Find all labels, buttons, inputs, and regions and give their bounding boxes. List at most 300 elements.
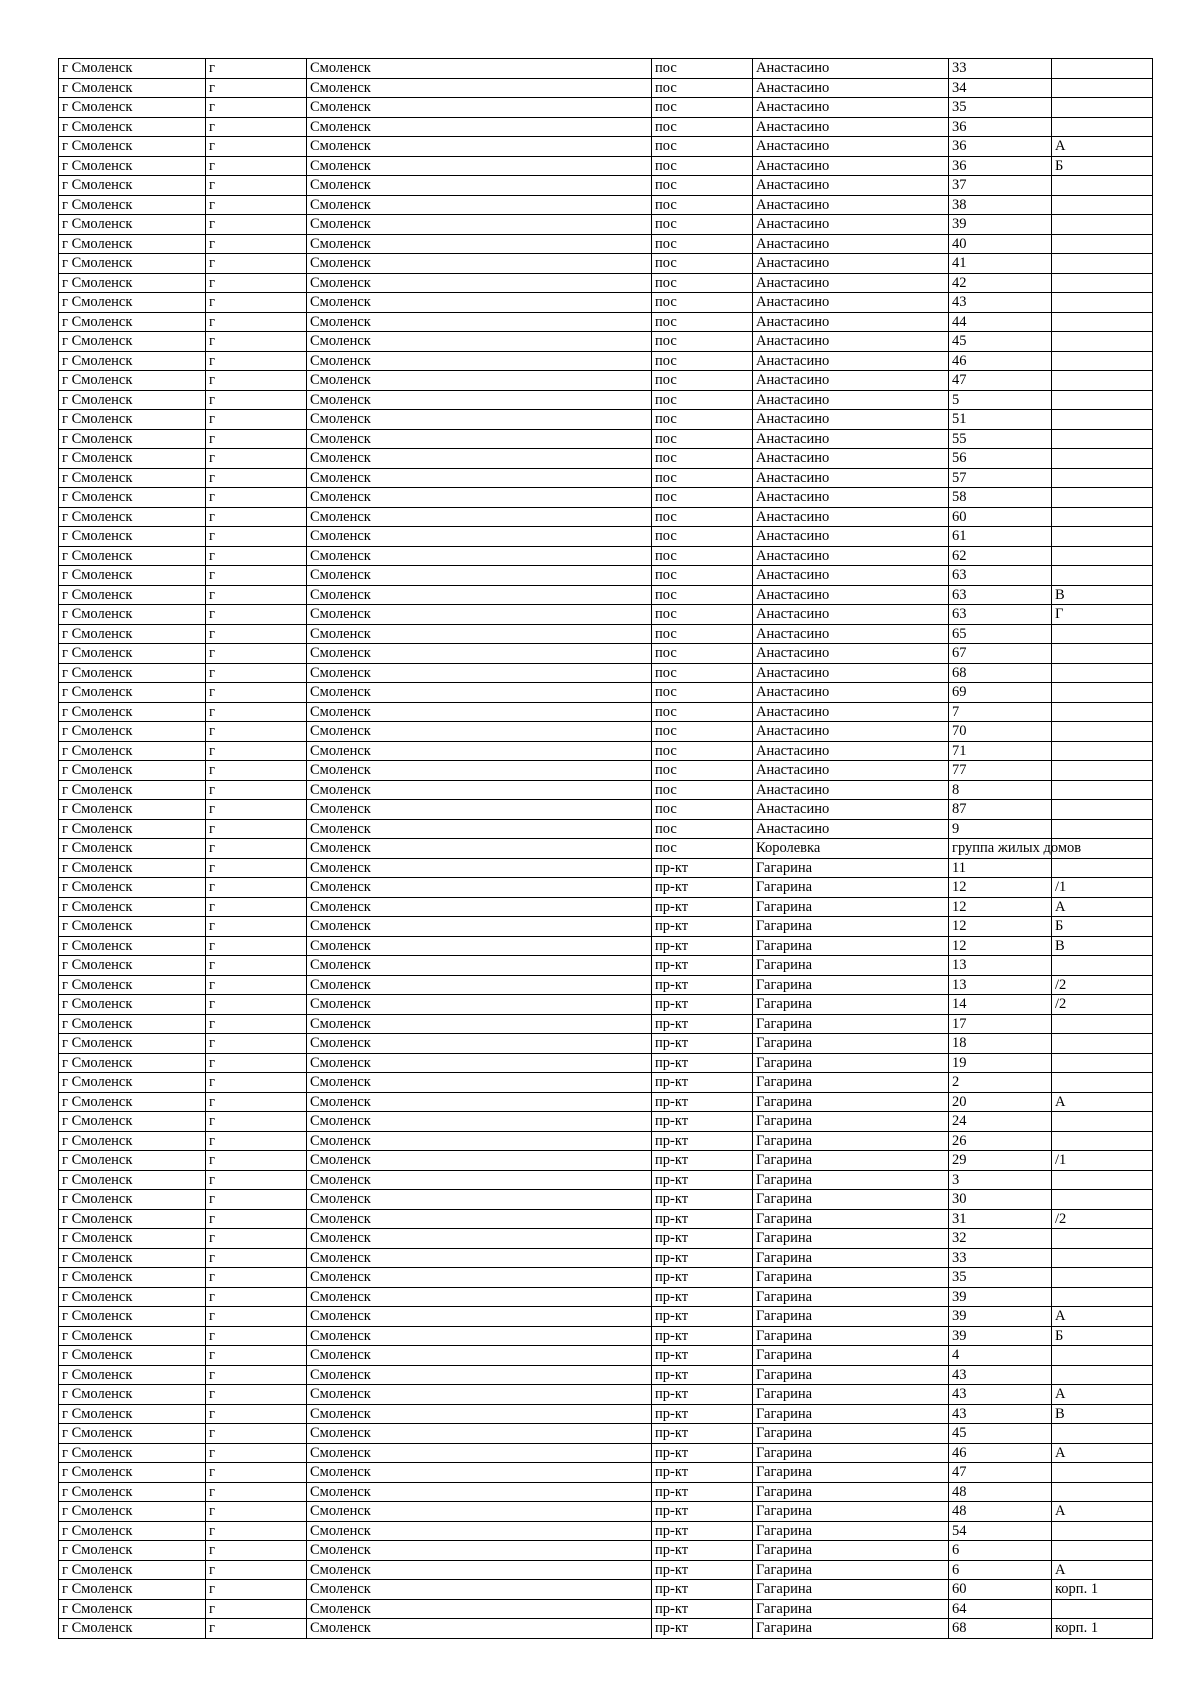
house-number-cell: 30 [949, 1190, 1052, 1210]
city-type-cell: г [206, 566, 307, 586]
table-row [59, 585, 1153, 605]
street-name-cell: Гагарина [753, 1014, 949, 1034]
city-type-cell: г [206, 878, 307, 898]
building-suffix-cell [1052, 566, 1153, 586]
city-type-cell: г [206, 1580, 307, 1600]
city-type-cell: г [206, 995, 307, 1015]
table-row [59, 780, 1153, 800]
street-name-cell: Анастасино [753, 624, 949, 644]
city-type-cell: г [206, 1521, 307, 1541]
city-name-cell: Смоленск [307, 156, 652, 176]
building-suffix-cell: В [1052, 936, 1153, 956]
city-cell: г Смоленск [59, 1073, 206, 1093]
house-number-cell: 45 [949, 332, 1052, 352]
city-type-cell: г [206, 507, 307, 527]
table-row [59, 858, 1153, 878]
street-name-cell: Гагарина [753, 858, 949, 878]
street-name-cell: Анастасино [753, 176, 949, 196]
city-name-cell: Смоленск [307, 566, 652, 586]
street-name-cell: Гагарина [753, 1580, 949, 1600]
city-cell: г Смоленск [59, 527, 206, 547]
table-row [59, 839, 1153, 859]
city-cell: г Смоленск [59, 429, 206, 449]
city-cell: г Смоленск [59, 897, 206, 917]
street-type-cell: пр-кт [652, 1287, 753, 1307]
city-type-cell: г [206, 1268, 307, 1288]
street-name-cell: Гагарина [753, 878, 949, 898]
house-number-cell: 63 [949, 585, 1052, 605]
table-row [59, 468, 1153, 488]
city-type-cell: г [206, 1053, 307, 1073]
city-cell: г Смоленск [59, 1190, 206, 1210]
building-suffix-cell: А [1052, 1092, 1153, 1112]
city-name-cell: Смоленск [307, 800, 652, 820]
house-number-cell: 9 [949, 819, 1052, 839]
table-row [59, 936, 1153, 956]
street-name-cell: Гагарина [753, 995, 949, 1015]
street-type-cell: пос [652, 722, 753, 742]
street-type-cell: пос [652, 800, 753, 820]
city-type-cell: г [206, 1482, 307, 1502]
table-row [59, 1560, 1153, 1580]
city-type-cell: г [206, 644, 307, 664]
street-type-cell: пр-кт [652, 858, 753, 878]
table-row [59, 800, 1153, 820]
street-type-cell: пр-кт [652, 1131, 753, 1151]
table-row [59, 995, 1153, 1015]
house-number-cell: 13 [949, 956, 1052, 976]
street-type-cell: пр-кт [652, 1229, 753, 1249]
house-number-cell: 64 [949, 1599, 1052, 1619]
street-name-cell: Анастасино [753, 683, 949, 703]
city-cell: г Смоленск [59, 975, 206, 995]
city-name-cell: Смоленск [307, 663, 652, 683]
street-type-cell: пос [652, 234, 753, 254]
table-row [59, 1502, 1153, 1522]
house-number-cell: 39 [949, 1307, 1052, 1327]
house-number-cell: 2 [949, 1073, 1052, 1093]
street-type-cell: пос [652, 410, 753, 430]
street-type-cell: пр-кт [652, 1014, 753, 1034]
table-row [59, 429, 1153, 449]
city-name-cell: Смоленск [307, 1326, 652, 1346]
address-table [58, 58, 1153, 1639]
house-number-cell: 6 [949, 1541, 1052, 1561]
city-cell: г Смоленск [59, 1268, 206, 1288]
city-type-cell: г [206, 59, 307, 79]
city-type-cell: г [206, 780, 307, 800]
house-number-cell: 69 [949, 683, 1052, 703]
city-type-cell: г [206, 1014, 307, 1034]
street-type-cell: пр-кт [652, 917, 753, 937]
house-number-cell: 43 [949, 293, 1052, 313]
table-row [59, 117, 1153, 137]
house-number-cell: 6 [949, 1560, 1052, 1580]
city-name-cell: Смоленск [307, 1482, 652, 1502]
street-name-cell: Гагарина [753, 1385, 949, 1405]
city-type-cell: г [206, 98, 307, 118]
table-row [59, 371, 1153, 391]
building-suffix-cell [1052, 312, 1153, 332]
street-type-cell: пос [652, 215, 753, 235]
city-type-cell: г [206, 1599, 307, 1619]
building-suffix-cell [1052, 1053, 1153, 1073]
building-suffix-cell [1052, 117, 1153, 137]
house-number-cell: 17 [949, 1014, 1052, 1034]
city-type-cell: г [206, 897, 307, 917]
building-suffix-cell: Б [1052, 156, 1153, 176]
street-name-cell: Анастасино [753, 605, 949, 625]
building-suffix-cell [1052, 741, 1153, 761]
table-row [59, 683, 1153, 703]
city-type-cell: г [206, 722, 307, 742]
city-name-cell: Смоленск [307, 1502, 652, 1522]
city-type-cell: г [206, 312, 307, 332]
street-type-cell: пос [652, 663, 753, 683]
table-row [59, 546, 1153, 566]
city-name-cell: Смоленск [307, 1073, 652, 1093]
building-suffix-cell: Г [1052, 605, 1153, 625]
table-row [59, 663, 1153, 683]
city-cell: г Смоленск [59, 936, 206, 956]
street-name-cell: Гагарина [753, 1365, 949, 1385]
house-number-cell: 87 [949, 800, 1052, 820]
city-type-cell: г [206, 800, 307, 820]
city-name-cell: Смоленск [307, 683, 652, 703]
city-cell: г Смоленск [59, 1365, 206, 1385]
street-type-cell: пос [652, 839, 753, 859]
house-number-cell: 56 [949, 449, 1052, 469]
city-type-cell: г [206, 215, 307, 235]
street-name-cell: Гагарина [753, 1502, 949, 1522]
street-name-cell: Анастасино [753, 663, 949, 683]
table-row [59, 624, 1153, 644]
street-name-cell: Гагарина [753, 1248, 949, 1268]
city-cell: г Смоленск [59, 273, 206, 293]
city-name-cell: Смоленск [307, 215, 652, 235]
street-name-cell: Анастасино [753, 702, 949, 722]
street-type-cell: пос [652, 176, 753, 196]
city-cell: г Смоленск [59, 1541, 206, 1561]
house-number-cell: 11 [949, 858, 1052, 878]
street-type-cell: пос [652, 312, 753, 332]
city-cell: г Смоленск [59, 1092, 206, 1112]
city-type-cell: г [206, 137, 307, 157]
house-number-cell: 45 [949, 1424, 1052, 1444]
house-number-cell: 20 [949, 1092, 1052, 1112]
table-row [59, 1151, 1153, 1171]
city-cell: г Смоленск [59, 137, 206, 157]
street-name-cell: Анастасино [753, 507, 949, 527]
street-name-cell: Анастасино [753, 761, 949, 781]
city-type-cell: г [206, 605, 307, 625]
table-row [59, 1326, 1153, 1346]
city-type-cell: г [206, 254, 307, 274]
table-row [59, 1599, 1153, 1619]
city-cell: г Смоленск [59, 1560, 206, 1580]
table-row [59, 273, 1153, 293]
building-suffix-cell [1052, 702, 1153, 722]
building-suffix-cell [1052, 273, 1153, 293]
city-name-cell: Смоленск [307, 1463, 652, 1483]
city-cell: г Смоленск [59, 351, 206, 371]
street-type-cell: пос [652, 98, 753, 118]
building-suffix-cell [1052, 780, 1153, 800]
city-cell: г Смоленск [59, 1482, 206, 1502]
table-row [59, 1424, 1153, 1444]
street-type-cell: пос [652, 137, 753, 157]
street-type-cell: пос [652, 273, 753, 293]
house-number-cell: 29 [949, 1151, 1052, 1171]
house-number-cell: 36 [949, 137, 1052, 157]
city-cell: г Смоленск [59, 332, 206, 352]
city-type-cell: г [206, 741, 307, 761]
building-suffix-cell [1052, 429, 1153, 449]
building-suffix-cell: А [1052, 1443, 1153, 1463]
street-name-cell: Гагарина [753, 1541, 949, 1561]
house-number-cell: 44 [949, 312, 1052, 332]
street-type-cell: пр-кт [652, 975, 753, 995]
city-name-cell: Смоленск [307, 1599, 652, 1619]
house-number-cell: 65 [949, 624, 1052, 644]
house-number-cell: 47 [949, 1463, 1052, 1483]
building-suffix-cell: А [1052, 897, 1153, 917]
building-suffix-cell [1052, 761, 1153, 781]
house-number-cell: 57 [949, 468, 1052, 488]
city-name-cell: Смоленск [307, 780, 652, 800]
city-cell: г Смоленск [59, 566, 206, 586]
street-type-cell: пр-кт [652, 936, 753, 956]
city-type-cell: г [206, 1365, 307, 1385]
city-type-cell: г [206, 917, 307, 937]
city-name-cell: Смоленск [307, 468, 652, 488]
table-row [59, 1287, 1153, 1307]
street-name-cell: Анастасино [753, 390, 949, 410]
street-type-cell: пос [652, 429, 753, 449]
city-name-cell: Смоленск [307, 936, 652, 956]
table-row [59, 390, 1153, 410]
city-cell: г Смоленск [59, 956, 206, 976]
street-name-cell: Гагарина [753, 1443, 949, 1463]
street-name-cell: Анастасино [753, 293, 949, 313]
building-suffix-cell [1052, 1424, 1153, 1444]
street-name-cell: Анастасино [753, 527, 949, 547]
house-number-cell: 71 [949, 741, 1052, 761]
table-row [59, 195, 1153, 215]
city-cell: г Смоленск [59, 819, 206, 839]
street-name-cell: Гагарина [753, 1229, 949, 1249]
building-suffix-cell [1052, 1346, 1153, 1366]
house-number-cell: 68 [949, 1619, 1052, 1639]
street-type-cell: пос [652, 195, 753, 215]
street-type-cell: пр-кт [652, 1209, 753, 1229]
building-suffix-cell [1052, 351, 1153, 371]
street-type-cell: пр-кт [652, 897, 753, 917]
building-suffix-cell [1052, 59, 1153, 79]
table-row [59, 507, 1153, 527]
address-table-body [59, 59, 1153, 1639]
table-row [59, 351, 1153, 371]
table-row [59, 137, 1153, 157]
street-name-cell: Гагарина [753, 1151, 949, 1171]
city-type-cell: г [206, 819, 307, 839]
street-type-cell: пос [652, 741, 753, 761]
city-name-cell: Смоленск [307, 1112, 652, 1132]
city-cell: г Смоленск [59, 254, 206, 274]
house-number-cell: 60 [949, 507, 1052, 527]
city-name-cell: Смоленск [307, 585, 652, 605]
city-type-cell: г [206, 1131, 307, 1151]
city-type-cell: г [206, 195, 307, 215]
table-row [59, 917, 1153, 937]
building-suffix-cell [1052, 234, 1153, 254]
street-name-cell: Анастасино [753, 98, 949, 118]
street-name-cell: Гагарина [753, 1268, 949, 1288]
street-type-cell: пр-кт [652, 1346, 753, 1366]
city-name-cell: Смоленск [307, 1307, 652, 1327]
city-cell: г Смоленск [59, 839, 206, 859]
city-type-cell: г [206, 1424, 307, 1444]
city-type-cell: г [206, 546, 307, 566]
city-cell: г Смоленск [59, 371, 206, 391]
street-name-cell: Анастасино [753, 234, 949, 254]
city-name-cell: Смоленск [307, 1053, 652, 1073]
street-name-cell: Анастасино [753, 351, 949, 371]
house-number-cell: 35 [949, 98, 1052, 118]
building-suffix-cell: А [1052, 1502, 1153, 1522]
street-type-cell: пр-кт [652, 1248, 753, 1268]
city-cell: г Смоленск [59, 1599, 206, 1619]
street-type-cell: пос [652, 254, 753, 274]
house-number-cell: 8 [949, 780, 1052, 800]
city-name-cell: Смоленск [307, 1248, 652, 1268]
house-number-cell: 46 [949, 351, 1052, 371]
street-type-cell: пр-кт [652, 1190, 753, 1210]
street-type-cell: пос [652, 293, 753, 313]
city-cell: г Смоленск [59, 683, 206, 703]
building-suffix-cell [1052, 468, 1153, 488]
building-suffix-cell [1052, 98, 1153, 118]
house-number-cell: 60 [949, 1580, 1052, 1600]
city-name-cell: Смоленск [307, 644, 652, 664]
city-name-cell: Смоленск [307, 605, 652, 625]
street-name-cell: Гагарина [753, 1131, 949, 1151]
street-type-cell: пос [652, 819, 753, 839]
table-row [59, 98, 1153, 118]
street-type-cell: пос [652, 117, 753, 137]
table-row [59, 1521, 1153, 1541]
table-row [59, 1092, 1153, 1112]
table-row [59, 1541, 1153, 1561]
city-name-cell: Смоленск [307, 878, 652, 898]
city-name-cell: Смоленск [307, 917, 652, 937]
city-name-cell: Смоленск [307, 390, 652, 410]
city-name-cell: Смоленск [307, 293, 652, 313]
house-number-cell: 70 [949, 722, 1052, 742]
house-number-cell: 7 [949, 702, 1052, 722]
city-cell: г Смоленск [59, 605, 206, 625]
city-cell: г Смоленск [59, 410, 206, 430]
city-cell: г Смоленск [59, 663, 206, 683]
city-cell: г Смоленск [59, 176, 206, 196]
street-type-cell: пр-кт [652, 1443, 753, 1463]
street-type-cell: пос [652, 585, 753, 605]
street-name-cell: Гагарина [753, 1482, 949, 1502]
house-number-cell: 37 [949, 176, 1052, 196]
city-type-cell: г [206, 1229, 307, 1249]
building-suffix-cell: В [1052, 1404, 1153, 1424]
street-name-cell: Анастасино [753, 137, 949, 157]
city-name-cell: Смоленск [307, 1424, 652, 1444]
house-number-cell: 51 [949, 410, 1052, 430]
city-type-cell: г [206, 1248, 307, 1268]
table-row [59, 176, 1153, 196]
street-type-cell: пр-кт [652, 1053, 753, 1073]
table-row [59, 1463, 1153, 1483]
city-type-cell: г [206, 1112, 307, 1132]
city-cell: г Смоленск [59, 1053, 206, 1073]
street-name-cell: Анастасино [753, 644, 949, 664]
street-name-cell: Гагарина [753, 1560, 949, 1580]
building-suffix-cell [1052, 1365, 1153, 1385]
city-cell: г Смоленск [59, 1619, 206, 1639]
city-cell: г Смоленск [59, 995, 206, 1015]
street-name-cell: Анастасино [753, 215, 949, 235]
city-type-cell: г [206, 1034, 307, 1054]
city-name-cell: Смоленск [307, 351, 652, 371]
building-suffix-cell [1052, 176, 1153, 196]
table-row [59, 1404, 1153, 1424]
city-cell: г Смоленск [59, 1580, 206, 1600]
city-name-cell: Смоленск [307, 1190, 652, 1210]
street-type-cell: пр-кт [652, 1619, 753, 1639]
building-suffix-cell: А [1052, 1385, 1153, 1405]
city-cell: г Смоленск [59, 800, 206, 820]
city-name-cell: Смоленск [307, 897, 652, 917]
house-number-cell: 12 [949, 917, 1052, 937]
house-number-cell: 77 [949, 761, 1052, 781]
building-suffix-cell [1052, 1482, 1153, 1502]
street-type-cell: пос [652, 644, 753, 664]
house-number-cell: 61 [949, 527, 1052, 547]
city-type-cell: г [206, 234, 307, 254]
city-cell: г Смоленск [59, 1287, 206, 1307]
street-type-cell: пр-кт [652, 1268, 753, 1288]
street-type-cell: пос [652, 761, 753, 781]
table-row [59, 1248, 1153, 1268]
table-row [59, 254, 1153, 274]
table-row [59, 1053, 1153, 1073]
house-number-cell: 38 [949, 195, 1052, 215]
building-suffix-cell [1052, 1170, 1153, 1190]
building-suffix-cell: /2 [1052, 975, 1153, 995]
building-suffix-cell: А [1052, 1307, 1153, 1327]
street-type-cell: пос [652, 527, 753, 547]
city-type-cell: г [206, 332, 307, 352]
table-row [59, 605, 1153, 625]
city-cell: г Смоленск [59, 1463, 206, 1483]
street-name-cell: Гагарина [753, 1209, 949, 1229]
city-type-cell: г [206, 1346, 307, 1366]
building-suffix-cell [1052, 449, 1153, 469]
building-suffix-cell [1052, 956, 1153, 976]
city-cell: г Смоленск [59, 722, 206, 742]
house-number-cell: 43 [949, 1385, 1052, 1405]
table-row [59, 1580, 1153, 1600]
street-type-cell: пос [652, 624, 753, 644]
city-cell: г Смоленск [59, 293, 206, 313]
house-number-cell: 33 [949, 1248, 1052, 1268]
